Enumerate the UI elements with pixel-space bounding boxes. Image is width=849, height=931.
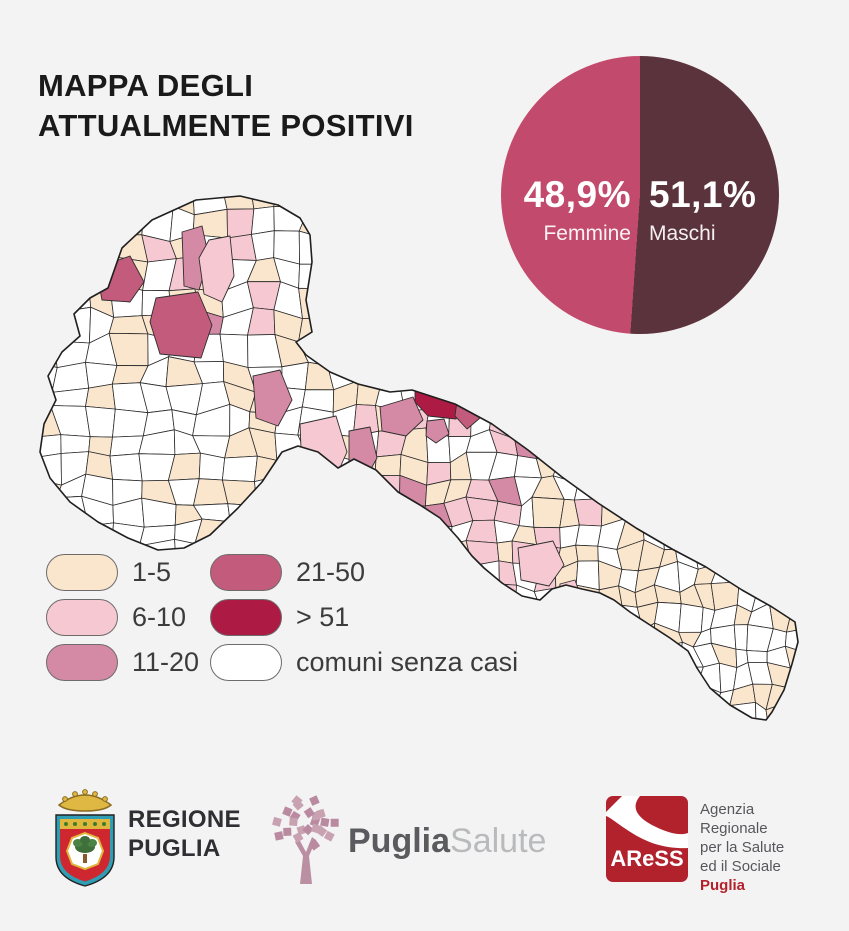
legend-label: 6-10 — [132, 601, 187, 632]
legend-swatch-21-50 — [210, 554, 282, 591]
legend-label: > 51 — [296, 601, 350, 632]
regione-line-2: PUGLIA — [128, 835, 221, 862]
legend-item-51plus — [210, 598, 518, 636]
legend-column-1 — [46, 553, 199, 688]
page-title — [38, 66, 414, 146]
legend-label: 11-20 — [132, 646, 200, 677]
pie-slice-femmine — [501, 56, 640, 334]
legend-item-1-5 — [46, 553, 199, 591]
puglia-salute-wordmark — [348, 822, 546, 861]
aress-line-4: ed il Sociale — [700, 858, 781, 875]
legend-label: 21-50 — [296, 556, 366, 587]
puglia-salute-part1: Puglia — [348, 822, 451, 860]
legend-item-6-10 — [46, 598, 199, 636]
legend-swatch-no-cases — [210, 644, 282, 681]
title-line-1: MAPPA DEGLI — [38, 68, 254, 103]
aress-agency-text — [700, 800, 784, 895]
title-line-2: ATTUALMENTE POSITIVI — [38, 108, 414, 143]
legend-item-21-50 — [210, 553, 518, 591]
legend-swatch-1-5 — [46, 554, 118, 591]
gender-pie-chart — [501, 56, 779, 334]
aress-logo-icon — [606, 796, 688, 882]
aress-line-2: Regionale — [700, 820, 768, 837]
aress-line-5: Puglia — [700, 877, 746, 894]
legend-item-no-cases — [210, 643, 518, 681]
legend-swatch-6-10 — [46, 599, 118, 636]
legend-swatch-11-20 — [46, 644, 118, 681]
svg-text:AReSS: AReSS — [610, 846, 684, 871]
maschi-percentage: 51,1% — [649, 174, 757, 215]
femmine-percentage: 48,9% — [523, 174, 631, 215]
aress-line-1: Agenzia — [700, 801, 755, 818]
legend-swatch-51plus — [210, 599, 282, 636]
maschi-label: Maschi — [649, 222, 716, 245]
femmine-label: Femmine — [543, 222, 631, 245]
legend-label: 1-5 — [132, 556, 172, 587]
pie-slice-maschi — [640, 56, 779, 334]
legend-column-2 — [210, 553, 518, 688]
regione-line-1: REGIONE — [128, 806, 241, 833]
regione-puglia-wordmark — [128, 805, 241, 863]
puglia-salute-tree-icon — [266, 790, 346, 886]
legend-item-11-20 — [46, 643, 199, 681]
legend-label: comuni senza casi — [296, 646, 519, 677]
aress-line-3: per la Salute — [700, 839, 785, 856]
regione-puglia-crest-icon — [48, 783, 122, 889]
puglia-salute-part2: Salute — [450, 822, 547, 860]
